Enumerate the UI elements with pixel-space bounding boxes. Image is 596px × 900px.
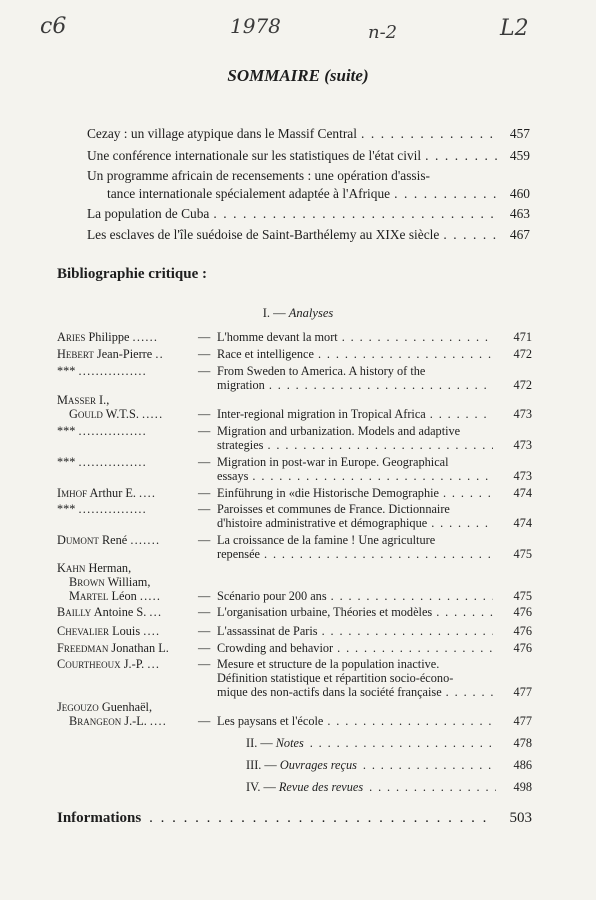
toc-entry: Une conférence internationale sur les statistiques de l'état civil . . . 459 [87,147,530,165]
section-entry-ouvrages: III. — Ouvrages reçus . . . 486 [246,758,532,773]
handwritten-code: L2 [500,16,529,41]
informations-entry: Informations . . . 503 [57,810,532,827]
toc-entry: Un programme africain de recensements : une opération d'assis- tance internationale spécialement adaptée à l'Afrique . . . 460 [87,167,530,203]
page-title: SOMMAIRE (suite) [227,66,369,85]
document-page: c6 1978 n-2 L2 SOMMAIRE (suite) Cezay : un village atypique dans le Massif Central . . . 457 Une conférence internationale sur les statistiques de l'état civil . . . 459 Un programme africain de recensements : une opération d'assis- tance internationale spécialement adaptée à l'Afrique . . . 460 La population de Cuba . . . 463 Les esclaves de l'île suédoise de Saint-Barthélemy au XIXe siècle . . . 467 Bibliographie critique : I. — Analyses Aries Philippe ...... — L'homme devant la mort . . . 471 Hebert Jean-Pierre .. — Race et intelligence . . . 472 *** ................ — From Sweden to America. A history of the migration . . . 472 Masser I., Gould W.T.S. ..... — Inter-regional migration in Tropical Africa . . . 473 *** ................ — Migration and urbanization. Models and adaptive strategies . . . 473 *** ................ — Migration in post-war in Europe. Geographical essays . . . 473 Imhof Arthur E. .... — Einführung in «die Historische Demographie . . . 474 *** ................ — Paroisses et communes de France. Dictionnaire d'histoire administrative et démographique . . . 474 Dumont René ....... — La croissance de la famine ! Une agriculture repensée . . . 475 Kahn Herman, Brown William, Martel Léon ..... — Scénario pour 200 ans . . . 475 Bailly Antoine S. ... — L'organisation urbaine, Théories et modèles . . . 476 Chevalier Louis .... — L'assassinat de Paris . . . 476 Freedman Jonathan L. — Crowding and behavior . . . 476 Courtheoux J.-P. ... — Mesure et structure de la population inactive. Définition statistique et répartition socio-écono- mique des non-actifs dans la société française . . . 477 Jegouzo Guenhaël, Brangeon J.-L. .... — Les paysans et l'école . . . 477 II. — Notes . . . 478 III. — Ouvrages reçus . . . 486 IV. — Revue des revues . . . 498 Informations . . . 503 [0,0,596,900]
handwritten-year: 1978 [230,14,281,38]
toc-entry: Cezay : un village atypique dans le Massif Central . . . 457 [87,125,530,143]
handwritten-number: n-2 [368,22,398,43]
section-entry-revues: IV. — Revue des revues . . . 498 [246,780,532,795]
subsection-heading: I. — Analyses [262,306,334,320]
section-entry-notes: II. — Notes . . . 478 [246,736,532,751]
handwritten-note: c6 [40,14,67,39]
toc-entry: La population de Cuba . . . 463 [87,205,530,223]
section-heading: Bibliographie critique : [57,266,207,282]
toc-entry: Les esclaves de l'île suédoise de Saint-Barthélemy au XIXe siècle . . . 467 [87,226,530,244]
